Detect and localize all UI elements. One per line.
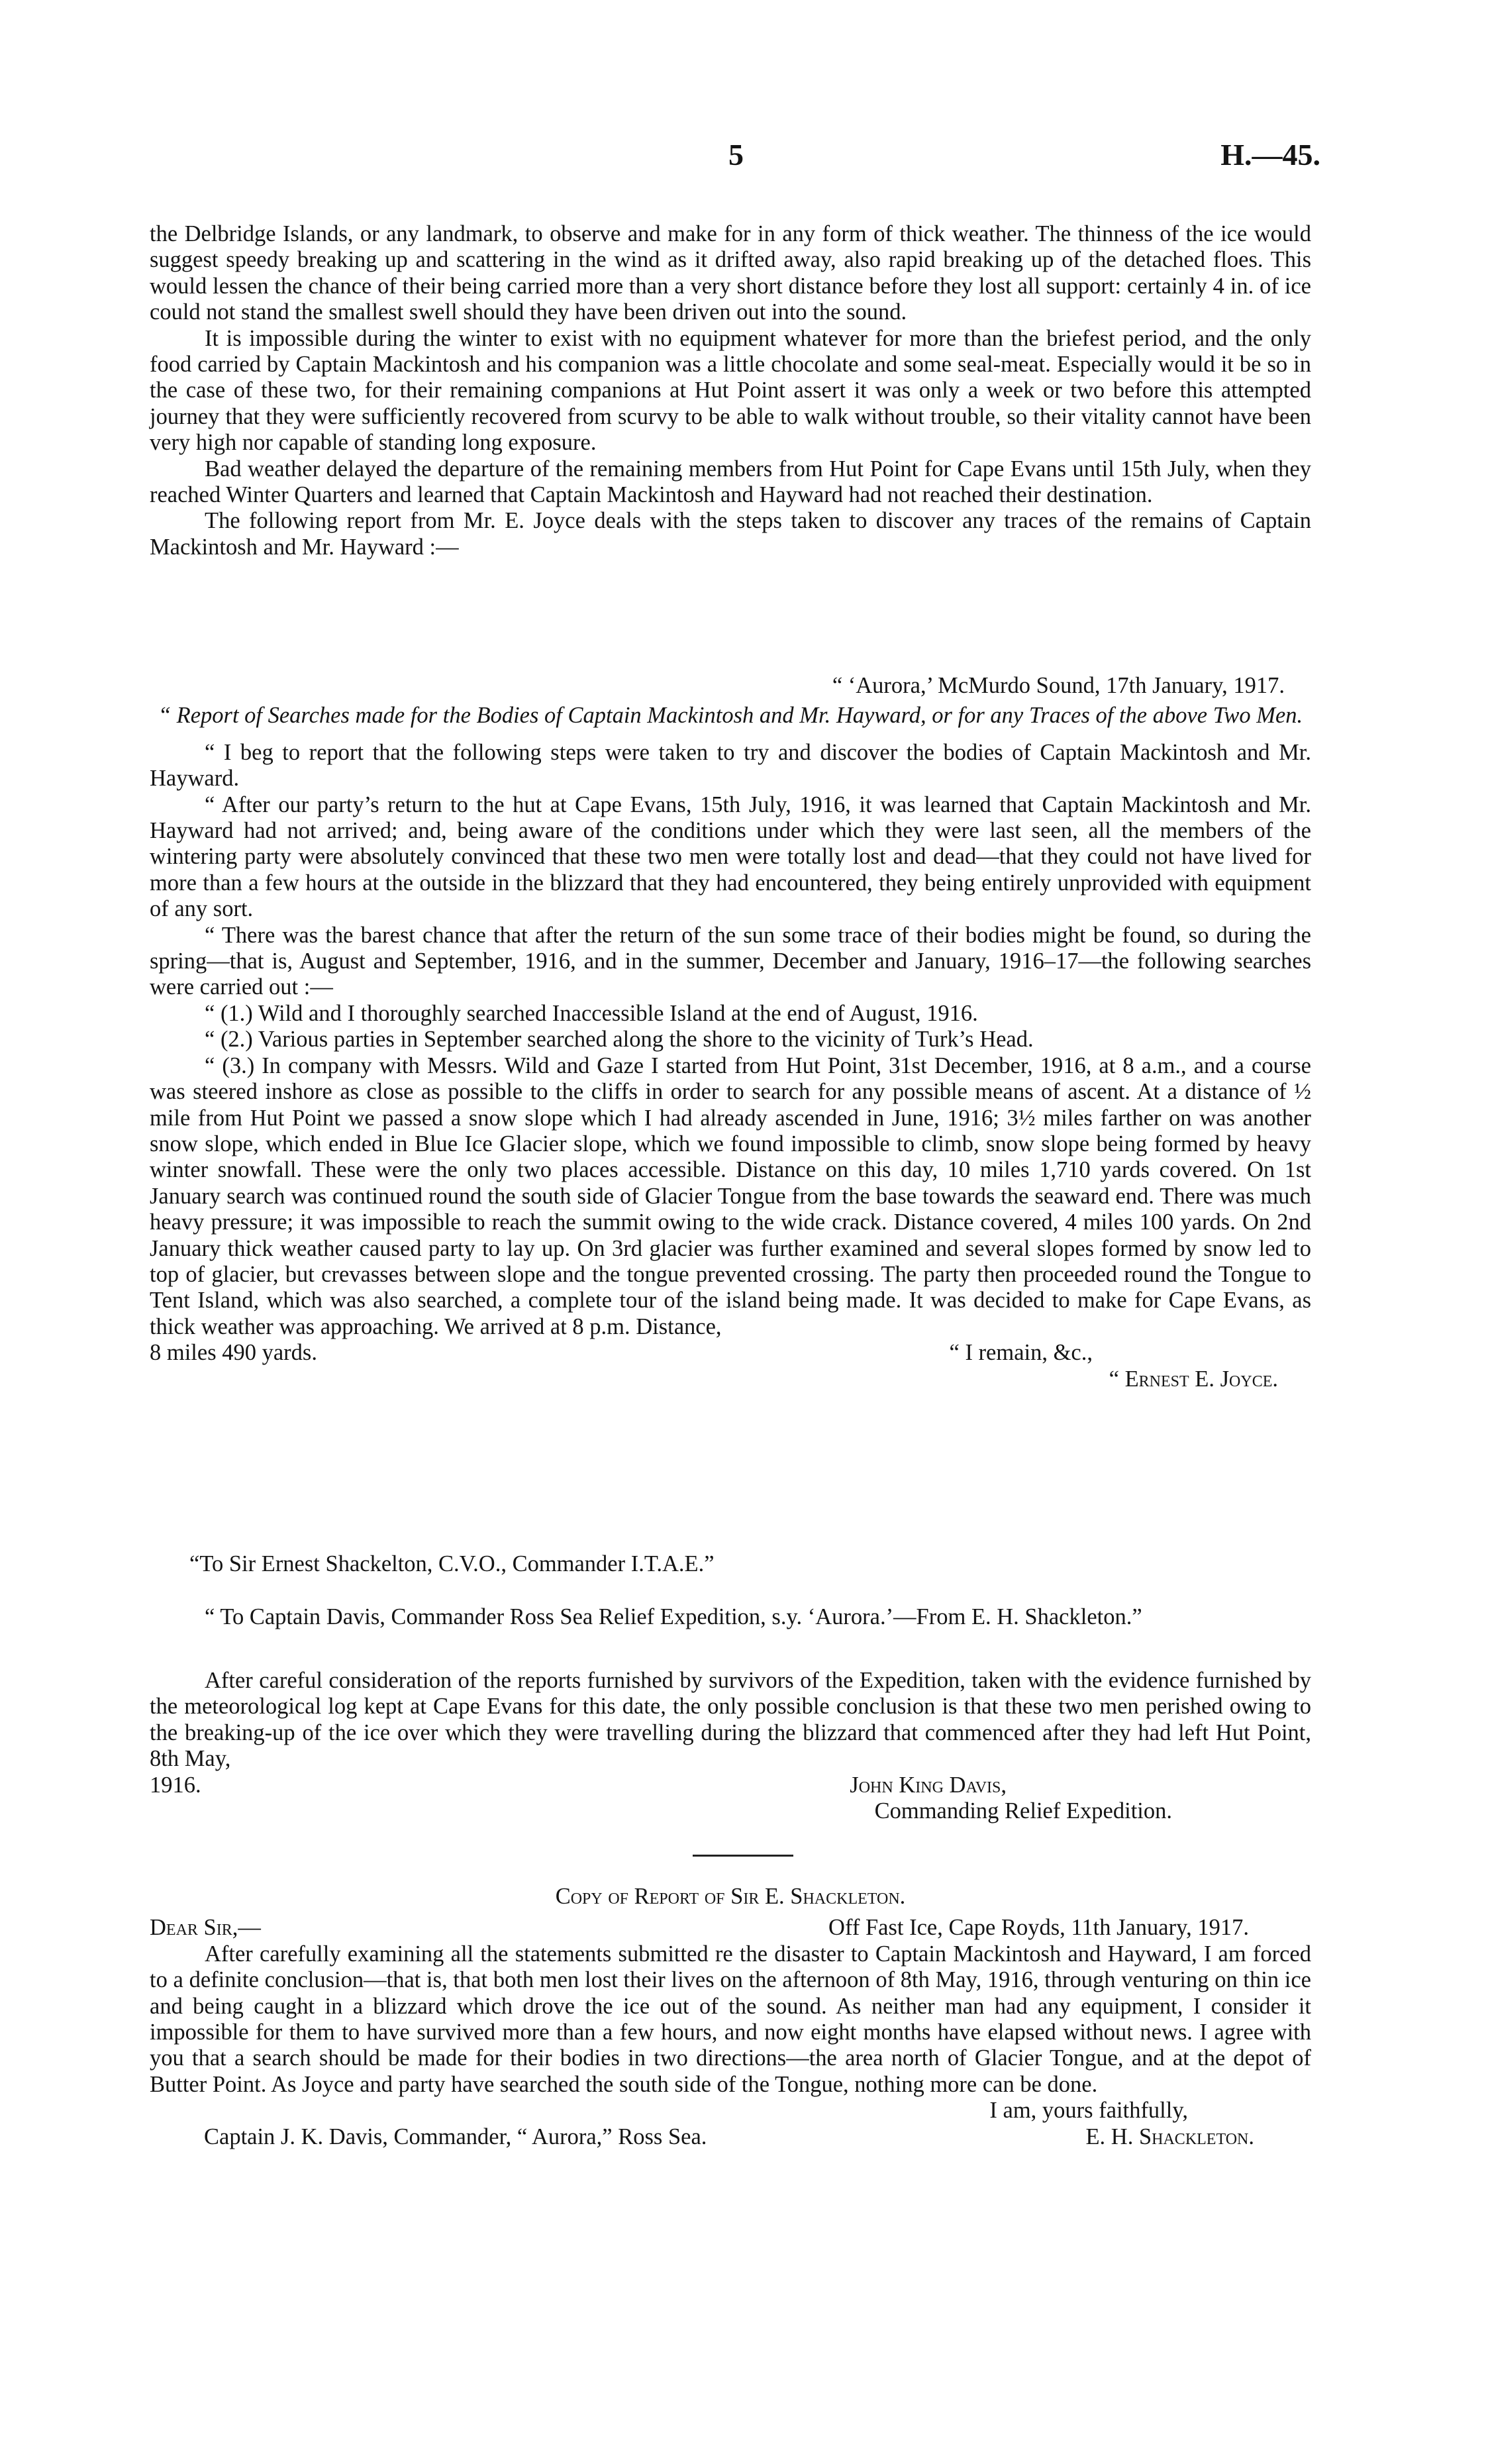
intro-section <box>150 221 1311 560</box>
search-item-3: “ (3.) In company with Messrs. Wild and Gaze I started from Hut Point, 31st December, 1916, at 8 a.m., and a course was steered inshore as close as possible to the cliffs in order to search for any possible means of ascent. At a distance of ½ mile from Hut Point we passed a snow slope which I had already ascended in June, 1916; 3½ miles farther on was another snow slope, which ended in Blue Ice Glacier slope, which we found impossible to climb, snow slope being formed by heavy winter snowfall. These were the only two places accessible. Distance on this day, 10 miles 1,710 yards covered. On 1st January search was continued round the south side of Glacier Tongue from the base towards the seaward end. There was much heavy pressure; it was impossible to reach the summit owing to the wide crack. Distance covered, 4 miles 100 yards. On 2nd January thick weather caused party to lay up. On 3rd glacier was further examined and several slopes formed by snow led to top of glacier, but crevasses between slope and the tongue prevented crossing. The party then proceeded round the Tongue to Tent Island, which was also searched, a complete tour of the island being made. It was decided to make for Cape Evans, as thick weather was approaching. We arrived at 8 p.m. Distance, <box>150 1052 1311 1339</box>
forwarding-section <box>150 1604 1311 1630</box>
copy-heading: Copy of Report of Sir E. Shackleton. <box>555 1884 906 1909</box>
conclusion-signature-row <box>150 1772 1311 1798</box>
salutation-row <box>150 1915 1311 1941</box>
conclusion-paragraph: After careful consideration of the reports furnished by survivors of the Expedition, taken with the evidence furnished by the meteorological log kept at Cape Evans for this date, the only possible conclusion is that these two men perished owing to the breaking-up of the ice over which they were travelling during the blizzard that commenced after they had left Hut Point, 8th May, <box>150 1668 1311 1772</box>
copy-signature-row <box>150 2124 1311 2150</box>
report-paragraph-1: “ I beg to report that the following steps were taken to try and discover the bodies of Captain Mackintosh and Mr. Hayward. <box>150 739 1311 792</box>
report-paragraph-2: “ After our party’s return to the hut at Cape Evans, 15th July, 1916, it was learned that Captain Mackintosh and Mr. Hayward had not arrived; and, being aware of the conditions under which they were last seen, all the members of the wintering party were absolutely convinced that these two men were totally lost and dead—that they could not have lived for more than a few hours at the outside in the blizzard that they had encountered, they being entirely unprovided with equipment of any sort. <box>150 792 1311 922</box>
davis-title: Commanding Relief Expedition. <box>874 1798 1172 1824</box>
intro-paragraph-1: the Delbridge Islands, or any landmark, to observe and make for in any form of thick weather. The thinness of the ice would suggest speedy breaking up and scattering in the wind as it drifted away, also rapid breaking up of the detached floes. This would lessen the chance of their being carried more than a very short distance before they lost all support: certainly 4 in. of ice could not stand the smallest swell should they have been driven out into the sound. <box>150 221 1311 325</box>
davis-signature: John King Davis, <box>850 1772 1007 1798</box>
report-closing: “ I remain, &c., <box>949 1340 1093 1366</box>
report-paragraph-3: “ There was the barest chance that after the return of the sun some trace of their bodies might be found, so during the spring—that is, August and September, 1916, and in the summer, December and January, 1916–17—the following searches were carried out :— <box>150 922 1311 1000</box>
address-line <box>150 1551 1311 1577</box>
search-item-1: “ (1.) Wild and I thoroughly searched Inaccessible Island at the end of August, 1916. <box>205 1000 978 1026</box>
shackleton-report <box>150 1884 1311 2150</box>
copy-body: After carefully examining all the statements submitted re the disaster to Captain Mackintosh and Hayward, I am forced to a definite conclusion—that is, that both men lost their lives on the afternoon of 8th May, 1916, through venturing on thin ice and being caught in a blizzard which drove the ice out of the sound. As neither man had any equipment, I consider it impossible for them to have survived more than a few hours, and now eight months have elapsed without news. I agree with you that a search should be made for their bodies in two directions—the area north of Glacier Tongue, and at the depot of Butter Point. As Joyce and party have searched the south side of the Tongue, nothing more can be done. <box>150 1941 1311 2097</box>
salutation: Dear Sir,— <box>150 1915 261 1941</box>
intro-paragraph-3: Bad weather delayed the departure of the remaining members from Hut Point for Cape Evans until 15th July, when they reached Winter Quarters and learned that Captain Mackintosh and Hayward had not reached their destination. <box>150 456 1311 508</box>
conclusion-year: 1916. <box>150 1772 201 1798</box>
copy-dateline: Off Fast Ice, Cape Royds, 11th January, 1917. <box>828 1915 1249 1941</box>
section-divider <box>0 1855 1486 1857</box>
conclusion-section <box>150 1668 1311 1824</box>
report-title: “ Report of Searches made for the Bodies of Captain Mackintosh and Mr. Hayward, or for any Traces of the above Two Men. <box>158 703 1303 729</box>
copy-closing: I am, yours faithfully, <box>989 2098 1188 2124</box>
search-item-2: “ (2.) Various parties in September searched along the shore to the vicinity of Turk’s Head. <box>205 1027 1034 1052</box>
intro-paragraph-4: The following report from Mr. E. Joyce deals with the steps taken to discover any traces of the remains of Captain Mackintosh and Mr. Hayward :— <box>150 508 1311 560</box>
report-signature: “ Ernest E. Joyce. <box>1109 1366 1278 1392</box>
report-closing-row <box>150 1340 1311 1366</box>
search-item-3-end: 8 miles 490 yards. <box>150 1340 317 1366</box>
document-reference: H.—45. <box>1220 138 1320 172</box>
joyce-report <box>150 673 1311 1392</box>
shackleton-signature: E. H. Shackleton. <box>1085 2124 1254 2149</box>
copy-addressee: Captain J. K. Davis, Commander, “ Aurora,” Ross Sea. <box>204 2124 707 2149</box>
address-to: “To Sir Ernest Shackelton, C.V.O., Commander I.T.A.E.” <box>189 1551 715 1576</box>
report-dateline: “ ‘Aurora,’ McMurdo Sound, 17th January, 1917. <box>832 673 1285 698</box>
forwarding-note: “ To Captain Davis, Commander Ross Sea Relief Expedition, s.y. ‘Aurora.’—From E. H. Shackleton.” <box>205 1604 1142 1629</box>
intro-paragraph-2: It is impossible during the winter to exist with no equipment whatever for more than the briefest period, and the only food carried by Captain Mackintosh and his companion was a little chocolate and some seal-meat. Especially would it be so in the case of these two, for their remaining companions at Hut Point assert it was only a week or two before this attempted journey that they were sufficiently recovered from scurvy to be able to walk without trouble, so their vitality cannot have been very high nor capable of standing long exposure. <box>150 325 1311 456</box>
page-number: 5 <box>728 138 744 172</box>
